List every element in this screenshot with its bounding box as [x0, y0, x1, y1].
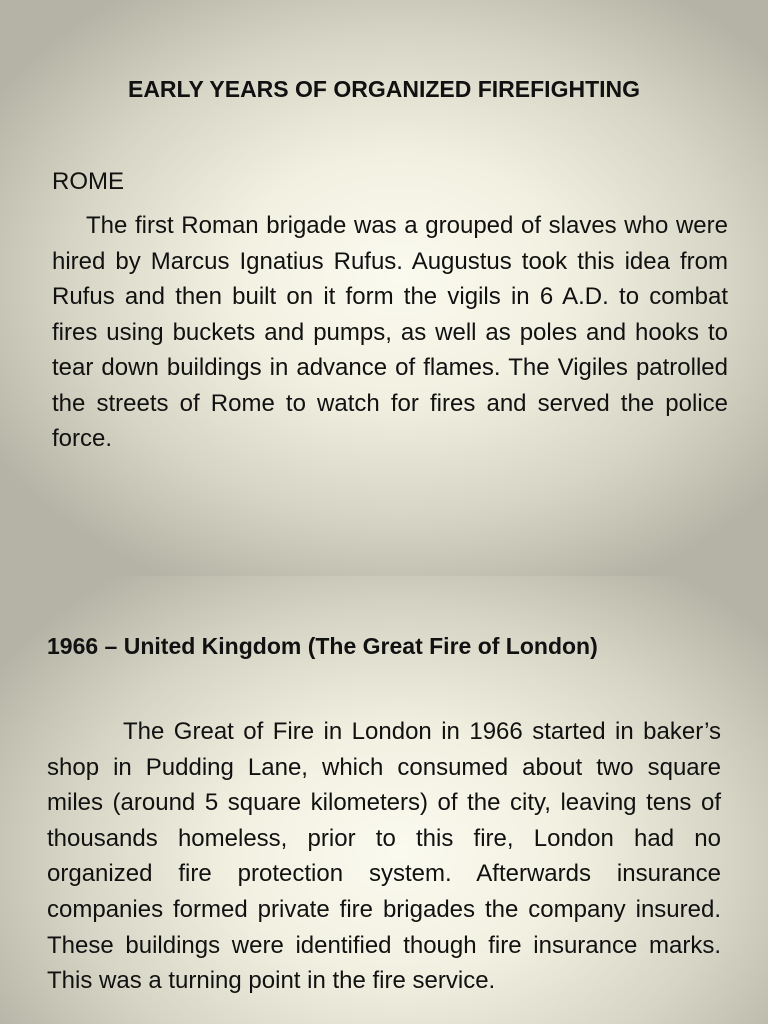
section-heading-rome: ROME: [52, 168, 124, 195]
slide-title: EARLY YEARS OF ORGANIZED FIREFIGHTING: [127, 76, 641, 102]
section-heading-london: 1966 – United Kingdom (The Great Fire of London): [47, 633, 598, 659]
slide-2: [0, 576, 768, 1024]
rome-paragraph: The first Roman brigade was a grouped of slaves who were hired by Marcus Ignatius Rufus. Augustus took this idea from Rufus and then built on it form the vigils in 6 A.D. to combat fires using buckets and pumps, as well as poles and hooks to tear down buildings in advance of flames. The Vigiles patrolled the streets of Rome to watch for fires and served the police force.: [52, 212, 728, 452]
london-paragraph: The Great of Fire in London in 1966 started in baker’s shop in Pudding Lane, which consumed about two square miles (around 5 square kilometers) of the city, leaving tens of thousands homeless, prior to this fire, London had no organized fire protection system. Afterwards insurance companies formed private fire brigades the company insured. These buildings were identified though fire insurance marks. This was a turning point in the fire service.: [47, 718, 721, 995]
